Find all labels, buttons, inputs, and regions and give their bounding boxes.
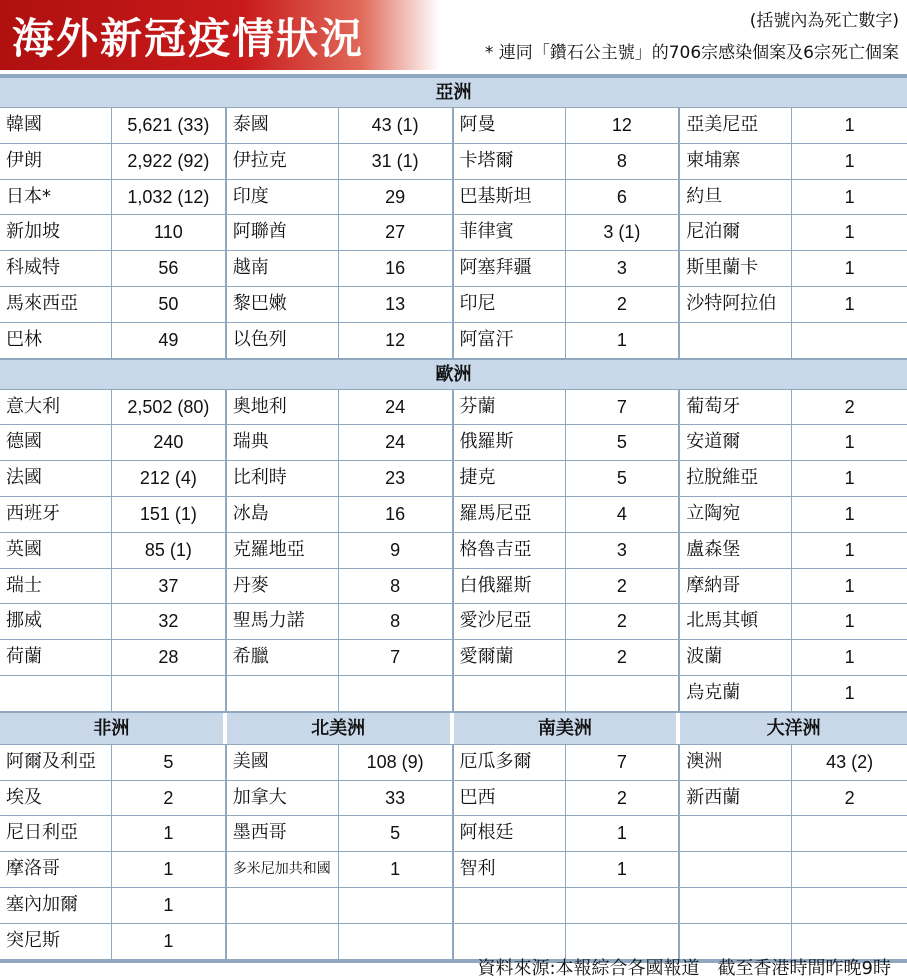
case-count: 24: [385, 396, 406, 417]
country-name: 格魯吉亞: [454, 533, 566, 568]
country-cell-group: [0, 180, 227, 215]
country-name: 突尼斯: [0, 924, 112, 959]
case-count: [792, 852, 907, 887]
country-cell-group: [680, 604, 907, 639]
country-cell-group: [454, 497, 681, 532]
country-name: [0, 676, 112, 711]
country-cell-group: [454, 215, 681, 250]
table-row: [0, 390, 907, 426]
country-cell-group: [454, 390, 681, 425]
country-cell-group: [454, 251, 681, 286]
country-name: 尼日利亞: [0, 816, 112, 851]
country-cell-group: [0, 390, 227, 425]
header: [0, 0, 907, 76]
country-cell-group: [227, 676, 454, 711]
country-name: 德國: [0, 425, 112, 460]
case-count: 1: [844, 258, 855, 279]
country-name: [680, 888, 792, 923]
country-name: 伊拉克: [227, 144, 339, 179]
case-count: 23: [385, 468, 406, 489]
deaths-note: (括號內為死亡數字): [749, 11, 899, 31]
country-name: 阿富汗: [454, 323, 566, 358]
country-name: 摩洛哥: [0, 852, 112, 887]
case-count: 85 (1): [144, 539, 192, 560]
country-cell-group: [227, 852, 454, 887]
case-count: 1: [844, 611, 855, 632]
country-name: 日本*: [0, 180, 112, 215]
country-name: 馬來西亞: [0, 287, 112, 322]
country-cell-group: [227, 180, 454, 215]
table-row: [0, 569, 907, 605]
case-count: 56: [158, 258, 179, 279]
region-heading: 亞洲: [0, 77, 907, 108]
case-count: 2: [163, 787, 174, 808]
case-count: 1: [844, 150, 855, 171]
case-count: 13: [385, 293, 406, 314]
case-count: 1: [844, 432, 855, 453]
region-heading: 歐洲: [0, 359, 907, 390]
country-name: 塞內加爾: [0, 888, 112, 923]
country-name: 葡萄牙: [680, 390, 792, 425]
case-count: 5: [390, 823, 401, 844]
table-row: [0, 781, 907, 817]
country-name: 墨西哥: [227, 816, 339, 851]
country-cell-group: [454, 108, 681, 143]
case-count: 5: [616, 468, 627, 489]
case-count: 1: [163, 930, 174, 951]
region-heading: 南美洲: [454, 713, 681, 744]
country-cell-group: [227, 144, 454, 179]
country-cell-group: [227, 390, 454, 425]
case-count: 33: [385, 787, 406, 808]
country-name: 比利時: [227, 461, 339, 496]
country-name: 丹麥: [227, 569, 339, 604]
country-cell-group: [454, 745, 681, 780]
country-cell-group: [680, 180, 907, 215]
country-cell-group: [0, 287, 227, 322]
country-name: 加拿大: [227, 781, 339, 816]
case-count: 12: [385, 329, 406, 350]
case-count: 2: [616, 575, 627, 596]
country-cell-group: [680, 144, 907, 179]
country-cell-group: [680, 497, 907, 532]
case-count: 2: [844, 787, 855, 808]
country-name: 芬蘭: [454, 390, 566, 425]
region-heading: 大洋洲: [766, 717, 821, 739]
country-cell-group: [0, 745, 227, 780]
country-cell-group: [0, 569, 227, 604]
case-count: 2: [616, 787, 627, 808]
country-name: [680, 852, 792, 887]
country-name: 尼泊爾: [680, 215, 792, 250]
country-cell-group: [0, 533, 227, 568]
country-name: 阿塞拜疆: [454, 251, 566, 286]
country-name: 冰島: [227, 497, 339, 532]
country-name: 愛沙尼亞: [454, 604, 566, 639]
case-count: 1: [844, 503, 855, 524]
diamond-princess-note: * 連同「鑽石公主號」的706宗感染個案及6宗死亡個案: [484, 43, 899, 63]
case-count: 12: [611, 115, 632, 135]
country-cell-group: [680, 745, 907, 780]
table-row: [0, 180, 907, 216]
case-count: 1: [163, 894, 174, 915]
table-row: [0, 533, 907, 569]
country-name: [454, 888, 566, 923]
country-cell-group: [0, 604, 227, 639]
bottom-region-headings: [0, 712, 907, 745]
case-count: 2: [616, 611, 627, 632]
country-name: 挪威: [0, 604, 112, 639]
country-name: 希臘: [227, 640, 339, 675]
country-name: 越南: [227, 251, 339, 286]
country-cell-group: [0, 108, 227, 143]
country-name: 克羅地亞: [227, 533, 339, 568]
case-count: 2: [616, 647, 627, 668]
region-heading: 非洲: [0, 713, 227, 744]
case-count: 1: [844, 575, 855, 596]
country-cell-group: [0, 251, 227, 286]
country-cell-group: [227, 569, 454, 604]
country-name: 以色列: [227, 323, 339, 358]
country-name: 柬埔寨: [680, 144, 792, 179]
country-name: 厄瓜多爾: [454, 745, 566, 780]
country-cell-group: [680, 425, 907, 460]
country-cell-group: [680, 888, 907, 923]
country-cell-group: [454, 425, 681, 460]
footer: [0, 952, 907, 980]
country-name: [454, 676, 566, 711]
country-cell-group: [0, 852, 227, 887]
case-count: 29: [385, 186, 406, 207]
country-name: 埃及: [0, 781, 112, 816]
country-name: 沙特阿拉伯: [680, 287, 792, 322]
country-cell-group: [680, 852, 907, 887]
country-name: 阿曼: [454, 108, 566, 143]
country-name: 菲律賓: [454, 215, 566, 250]
table-row: [0, 604, 907, 640]
country-cell-group: [680, 287, 907, 322]
country-cell-group: [227, 640, 454, 675]
case-count: 1: [844, 539, 855, 560]
case-count: 2: [616, 293, 627, 314]
case-count: 108 (9): [366, 751, 424, 772]
country-name: 法國: [0, 461, 112, 496]
case-count: [566, 888, 679, 923]
country-name: 盧森堡: [680, 533, 792, 568]
country-name: 西班牙: [0, 497, 112, 532]
case-count: [112, 676, 225, 711]
table-row: [0, 816, 907, 852]
country-cell-group: [227, 323, 454, 358]
case-count: 2,922 (92): [127, 150, 210, 171]
case-count: [792, 888, 907, 923]
table-row: [0, 251, 907, 287]
country-cell-group: [0, 425, 227, 460]
country-name: 新加坡: [0, 215, 112, 250]
case-count: 110: [154, 222, 183, 243]
country-cell-group: [227, 251, 454, 286]
country-cell-group: [454, 604, 681, 639]
case-count: [792, 816, 907, 851]
case-count: [566, 676, 679, 711]
country-cell-group: [680, 533, 907, 568]
case-count: 1,032 (12): [127, 186, 210, 207]
country-cell-group: [454, 816, 681, 851]
country-cell-group: [227, 888, 454, 923]
case-count: 1: [163, 823, 174, 844]
country-cell-group: [680, 676, 907, 711]
country-name: 摩納哥: [680, 569, 792, 604]
country-name: [680, 323, 792, 358]
case-count: 8: [616, 150, 627, 171]
case-count: 1: [163, 859, 174, 880]
country-cell-group: [0, 888, 227, 923]
country-name: 巴西: [454, 781, 566, 816]
country-name: 韓國: [0, 108, 112, 143]
country-cell-group: [227, 461, 454, 496]
country-cell-group: [227, 604, 454, 639]
country-cell-group: [0, 497, 227, 532]
country-cell-group: [227, 745, 454, 780]
country-name: 烏克蘭: [680, 676, 792, 711]
table-row: [0, 852, 907, 888]
country-cell-group: [0, 676, 227, 711]
country-cell-group: [0, 144, 227, 179]
country-name: 愛爾蘭: [454, 640, 566, 675]
country-name: 亞美尼亞: [680, 108, 792, 143]
region-heading: 北美洲: [227, 713, 454, 744]
case-table: [0, 77, 907, 963]
case-count: 7: [390, 647, 401, 668]
case-count: 31 (1): [371, 150, 419, 171]
case-count: 37: [158, 575, 179, 596]
case-count: 27: [385, 222, 406, 243]
country-cell-group: [454, 461, 681, 496]
case-count: 1: [616, 823, 627, 844]
case-count: 1: [844, 222, 855, 243]
country-name: 美國: [227, 745, 339, 780]
case-count: 5: [163, 751, 174, 772]
table-row: [0, 640, 907, 676]
country-name: 阿爾及利亞: [0, 745, 112, 780]
country-name: 澳洲: [680, 745, 792, 780]
country-name: 瑞典: [227, 425, 339, 460]
case-count: 1: [390, 859, 401, 880]
country-name: 波蘭: [680, 640, 792, 675]
country-cell-group: [227, 497, 454, 532]
case-count: 240: [153, 432, 184, 453]
case-count: 1: [844, 468, 855, 489]
case-count: 7: [616, 751, 627, 772]
country-cell-group: [680, 108, 907, 143]
country-name: 阿根廷: [454, 816, 566, 851]
country-name: 斯里蘭卡: [680, 251, 792, 286]
country-cell-group: [454, 888, 681, 923]
country-name: 拉脫維亞: [680, 461, 792, 496]
case-count: 7: [616, 396, 627, 417]
case-count: 43 (2): [826, 751, 874, 772]
country-cell-group: [680, 390, 907, 425]
case-count: 28: [158, 647, 179, 668]
country-name: 卡塔爾: [454, 144, 566, 179]
case-count: [792, 323, 907, 358]
case-count: 24: [385, 432, 406, 453]
country-cell-group: [227, 215, 454, 250]
country-cell-group: [680, 251, 907, 286]
country-name: 英國: [0, 533, 112, 568]
country-cell-group: [227, 108, 454, 143]
country-cell-group: [227, 425, 454, 460]
case-count: 6: [616, 186, 627, 207]
country-cell-group: [454, 144, 681, 179]
case-count: 49: [158, 329, 179, 350]
country-cell-group: [680, 461, 907, 496]
country-cell-group: [454, 323, 681, 358]
case-count: 151 (1): [139, 503, 197, 524]
country-name: 俄羅斯: [454, 425, 566, 460]
country-name: 印尼: [454, 287, 566, 322]
table-row: [0, 215, 907, 251]
country-name: 智利: [454, 852, 566, 887]
country-name: 立陶宛: [680, 497, 792, 532]
table-row: [0, 144, 907, 180]
country-cell-group: [227, 533, 454, 568]
country-cell-group: [680, 781, 907, 816]
country-name: 新西蘭: [680, 781, 792, 816]
table-row: [0, 323, 907, 359]
case-count: 2,502 (80): [127, 396, 210, 417]
country-cell-group: [0, 781, 227, 816]
case-count: 5: [616, 432, 627, 453]
country-cell-group: [0, 215, 227, 250]
country-name: 北馬其頓: [680, 604, 792, 639]
case-count: 212 (4): [139, 468, 197, 489]
country-name: 羅馬尼亞: [454, 497, 566, 532]
country-name: 泰國: [227, 108, 339, 143]
country-cell-group: [227, 816, 454, 851]
country-name: 安道爾: [680, 425, 792, 460]
country-cell-group: [227, 781, 454, 816]
country-name: 意大利: [0, 390, 112, 425]
country-cell-group: [454, 676, 681, 711]
country-name: 聖馬力諾: [227, 604, 339, 639]
table-row: [0, 108, 907, 144]
case-count: 1: [844, 647, 855, 668]
table-row: [0, 745, 907, 781]
country-cell-group: [454, 569, 681, 604]
case-count: 1: [844, 186, 855, 207]
country-name: 阿聯酋: [227, 215, 339, 250]
title-banner: [0, 0, 440, 70]
country-name: 伊朗: [0, 144, 112, 179]
country-cell-group: [454, 287, 681, 322]
case-count: 50: [158, 293, 179, 314]
country-name: 瑞士: [0, 569, 112, 604]
case-count: 4: [616, 503, 627, 524]
case-count: 16: [385, 258, 406, 279]
country-cell-group: [680, 569, 907, 604]
case-count: 5,621 (33): [127, 115, 210, 135]
country-name: 白俄羅斯: [454, 569, 566, 604]
country-cell-group: [454, 781, 681, 816]
table-row: [0, 425, 907, 461]
country-cell-group: [0, 461, 227, 496]
case-count: 3 (1): [603, 222, 641, 243]
case-count: [339, 888, 452, 923]
country-cell-group: [0, 323, 227, 358]
case-count: 32: [158, 611, 179, 632]
table-row: [0, 287, 907, 323]
country-cell-group: [0, 640, 227, 675]
country-name: 巴基斯坦: [454, 180, 566, 215]
case-count: 1: [616, 859, 627, 880]
country-name: [227, 888, 339, 923]
country-name: 荷蘭: [0, 640, 112, 675]
country-cell-group: [454, 180, 681, 215]
country-name: [227, 676, 339, 711]
country-name: 印度: [227, 180, 339, 215]
page-title: 海外新冠疫情狀況: [12, 14, 365, 63]
country-name: 多米尼加共和國: [227, 852, 339, 887]
table-row: [0, 676, 907, 712]
country-name: 科威特: [0, 251, 112, 286]
case-count: 8: [390, 611, 401, 632]
case-count: 16: [385, 503, 406, 524]
table-row: [0, 888, 907, 924]
country-cell-group: [454, 640, 681, 675]
case-count: 2: [844, 396, 855, 417]
case-count: 3: [616, 539, 627, 560]
case-count: 1: [844, 293, 855, 314]
case-count: 1: [844, 682, 855, 703]
case-count: 9: [390, 539, 401, 560]
country-name: 巴林: [0, 323, 112, 358]
country-name: 黎巴嫩: [227, 287, 339, 322]
country-cell-group: [680, 215, 907, 250]
country-cell-group: [680, 816, 907, 851]
case-count: 43 (1): [371, 115, 419, 135]
case-count: 1: [844, 115, 855, 135]
table-row: [0, 497, 907, 533]
case-count: [339, 676, 452, 711]
case-count: 3: [616, 258, 627, 279]
country-cell-group: [454, 533, 681, 568]
country-cell-group: [454, 852, 681, 887]
table-row: [0, 461, 907, 497]
country-cell-group: [227, 287, 454, 322]
country-cell-group: [680, 640, 907, 675]
case-count: 8: [390, 575, 401, 596]
country-name: 奧地利: [227, 390, 339, 425]
country-name: 約旦: [680, 180, 792, 215]
case-count: 1: [616, 329, 627, 350]
country-name: [680, 816, 792, 851]
country-cell-group: [0, 816, 227, 851]
source-note: 資料來源:本報綜合各國報道 截至香港時間昨晚9時: [477, 958, 891, 979]
country-name: 捷克: [454, 461, 566, 496]
country-cell-group: [680, 323, 907, 358]
